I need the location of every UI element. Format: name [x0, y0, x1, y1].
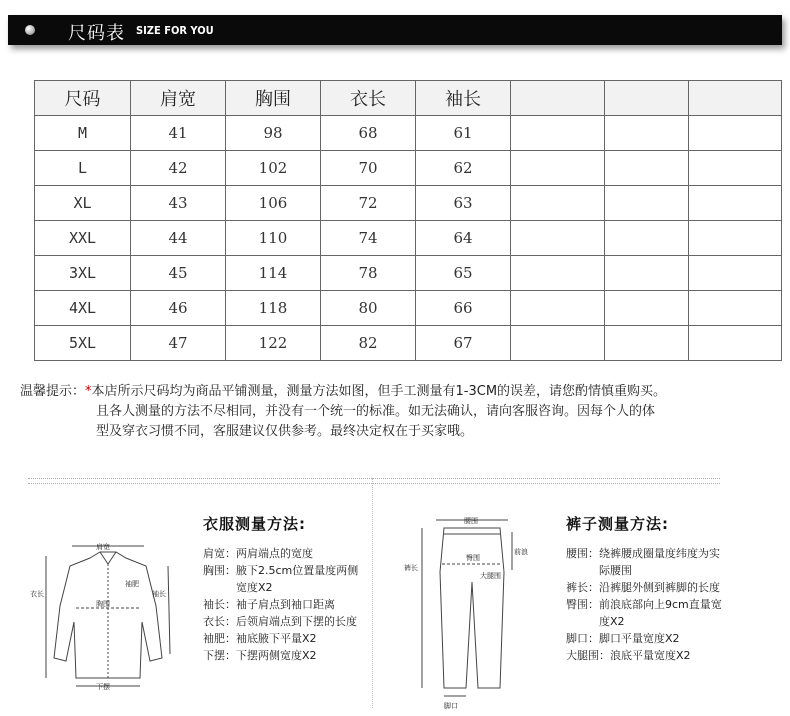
measure-value: 腋下2.5cm位置量度两侧宽度X2: [236, 564, 359, 594]
table-cell: 63: [416, 186, 511, 221]
note-line-2: 且各人测量的方法不尽相同，并没有一个统一的标准。如无法确认，请向客服咨询。因每个人的体: [96, 404, 656, 419]
table-cell: M: [35, 116, 131, 151]
measure-item: [203, 596, 363, 613]
measure-value: 下摆两侧宽度X2: [236, 649, 317, 662]
header-cell: [511, 81, 605, 116]
measure-key: 胸围：: [203, 564, 236, 577]
note-label: 温馨提示：: [20, 384, 86, 399]
table-cell: [689, 116, 782, 151]
dotted-divider: [28, 478, 720, 479]
measure-key: 臀围：: [566, 598, 599, 611]
measure-key: 腰围：: [566, 547, 599, 560]
table-cell: [511, 326, 605, 361]
measure-item: [203, 630, 363, 647]
header-cell: 袖长: [416, 81, 511, 116]
table-cell: [511, 221, 605, 256]
table-cell: 62: [416, 151, 511, 186]
measure-key: 袖肥：: [203, 632, 236, 645]
header-cell: [689, 81, 782, 116]
table-row: [35, 186, 782, 221]
measure-item: [566, 579, 726, 596]
measure-key: 衣长：: [203, 615, 236, 628]
table-row: [35, 256, 782, 291]
table-cell: [689, 291, 782, 326]
measure-key: 下摆：: [203, 649, 236, 662]
table-cell: 65: [416, 256, 511, 291]
table-cell: 66: [416, 291, 511, 326]
measure-key: 大腿围：: [566, 649, 610, 662]
banner-title: 尺码表: [68, 23, 125, 44]
header-cell: 肩宽: [131, 81, 226, 116]
header-cell: 胸围: [226, 81, 321, 116]
table-cell: 80: [321, 291, 416, 326]
banner-subtitle: SIZE FOR YOU: [136, 24, 214, 37]
label-shoulder: 肩宽: [96, 543, 110, 551]
table-cell: [605, 326, 689, 361]
table-cell: 78: [321, 256, 416, 291]
measure-value: 浪底平量宽度X2: [610, 649, 691, 662]
size-table: [34, 80, 782, 361]
table-cell: 122: [226, 326, 321, 361]
table-cell: 64: [416, 221, 511, 256]
table-cell: 47: [131, 326, 226, 361]
table-cell: 41: [131, 116, 226, 151]
measure-value: 绕裤腰成圈量度纬度为实际腰围: [599, 547, 720, 577]
label-sleeve: 袖长: [152, 590, 166, 598]
label-hip: 臀围: [466, 554, 480, 562]
table-cell: [605, 151, 689, 186]
measure-value: 脚口平量宽度X2: [599, 632, 680, 645]
shirt-outline: [54, 552, 162, 678]
table-cell: [689, 221, 782, 256]
table-cell: 61: [416, 116, 511, 151]
table-cell: 72: [321, 186, 416, 221]
table-cell: [511, 186, 605, 221]
clothes-title: 衣服测量方法:: [203, 515, 306, 533]
measure-key: 裤长：: [566, 581, 599, 594]
table-cell: 74: [321, 221, 416, 256]
header-cell: 尺码: [35, 81, 131, 116]
table-cell: 118: [226, 291, 321, 326]
size-note: [20, 382, 780, 442]
table-cell: 43: [131, 186, 226, 221]
table-cell: 45: [131, 256, 226, 291]
clothes-measure-list: [203, 545, 363, 664]
measure-item: [566, 596, 726, 630]
note-line-3: 型及穿衣习惯不同，客服建议仅供参考。最终决定权在于买家哦。: [96, 424, 474, 439]
sleeve-line: [168, 566, 170, 654]
measure-value: 前浪底部向上9cm直量宽度X2: [599, 598, 722, 628]
table-row: [35, 326, 782, 361]
measure-key: 肩宽：: [203, 547, 236, 560]
label-thigh: 大腿围: [480, 572, 501, 580]
table-cell: 5XL: [35, 326, 131, 361]
table-cell: [605, 256, 689, 291]
header-banner: [8, 15, 782, 45]
table-cell: [605, 291, 689, 326]
measure-item: [203, 613, 363, 630]
table-cell: [511, 151, 605, 186]
measure-value: 两肩端点的宽度: [236, 547, 313, 560]
table-header-row: [35, 81, 782, 116]
measure-item: [203, 545, 363, 562]
table-cell: [605, 186, 689, 221]
table-cell: 70: [321, 151, 416, 186]
table-cell: XL: [35, 186, 131, 221]
measure-item: [566, 647, 726, 664]
table-cell: 44: [131, 221, 226, 256]
label-chest: 胸围: [96, 600, 110, 608]
pants-diagram: [392, 512, 552, 712]
measure-key: 袖长：: [203, 598, 236, 611]
table-cell: 67: [416, 326, 511, 361]
header-cell: [605, 81, 689, 116]
label-waist: 腰围: [464, 517, 478, 525]
table-cell: 106: [226, 186, 321, 221]
shirt-collar: [100, 552, 116, 564]
measure-item: [566, 630, 726, 647]
label-armpit: 袖肥: [125, 580, 139, 588]
bullet-icon: [25, 25, 35, 35]
table-cell: [689, 256, 782, 291]
table-cell: 3XL: [35, 256, 131, 291]
table-cell: [605, 116, 689, 151]
measure-value: 后领肩端点到下摆的长度: [236, 615, 357, 628]
measure-value: 袖子肩点到袖口距离: [236, 598, 335, 611]
dotted-divider: [28, 483, 720, 484]
label-pants-length: 裤长: [404, 564, 418, 572]
table-cell: [689, 151, 782, 186]
measure-key: 脚口：: [566, 632, 599, 645]
table-cell: [689, 186, 782, 221]
table-cell: [511, 116, 605, 151]
table-cell: 68: [321, 116, 416, 151]
measure-item: [203, 647, 363, 664]
pants-title: 裤子测量方法:: [566, 515, 669, 533]
table-cell: 98: [226, 116, 321, 151]
measure-item: [203, 562, 363, 596]
table-cell: [689, 326, 782, 361]
label-hem: 下摆: [96, 683, 110, 691]
table-row: [35, 116, 782, 151]
label-leg-opening: 脚口: [444, 702, 458, 710]
table-cell: 4XL: [35, 291, 131, 326]
table-cell: 110: [226, 221, 321, 256]
table-row: [35, 151, 782, 186]
table-cell: 42: [131, 151, 226, 186]
shirt-diagram: [28, 536, 188, 696]
table-cell: 114: [226, 256, 321, 291]
table-row: [35, 221, 782, 256]
note-star: *: [85, 384, 92, 399]
table-cell: 82: [321, 326, 416, 361]
label-front-rise: 前浪: [514, 548, 528, 556]
label-length: 衣长: [30, 590, 44, 598]
table-cell: 102: [226, 151, 321, 186]
table-cell: 46: [131, 291, 226, 326]
table-cell: [511, 291, 605, 326]
header-cell: 衣长: [321, 81, 416, 116]
pants-measure-list: [566, 545, 726, 664]
table-cell: [511, 256, 605, 291]
table-cell: L: [35, 151, 131, 186]
section-divider: [372, 478, 373, 708]
measure-item: [566, 545, 726, 579]
table-cell: [605, 221, 689, 256]
measure-value: 沿裤腿外侧到裤脚的长度: [599, 581, 720, 594]
measure-value: 袖底腋下平量X2: [236, 632, 317, 645]
note-line-1: 本店所示尺码均为商品平铺测量，测量方法如图，但手工测量有1-3CM的误差，请您酌情慎重购买。: [91, 384, 667, 399]
pants-outline: [440, 528, 504, 688]
table-cell: XXL: [35, 221, 131, 256]
table-row: [35, 291, 782, 326]
